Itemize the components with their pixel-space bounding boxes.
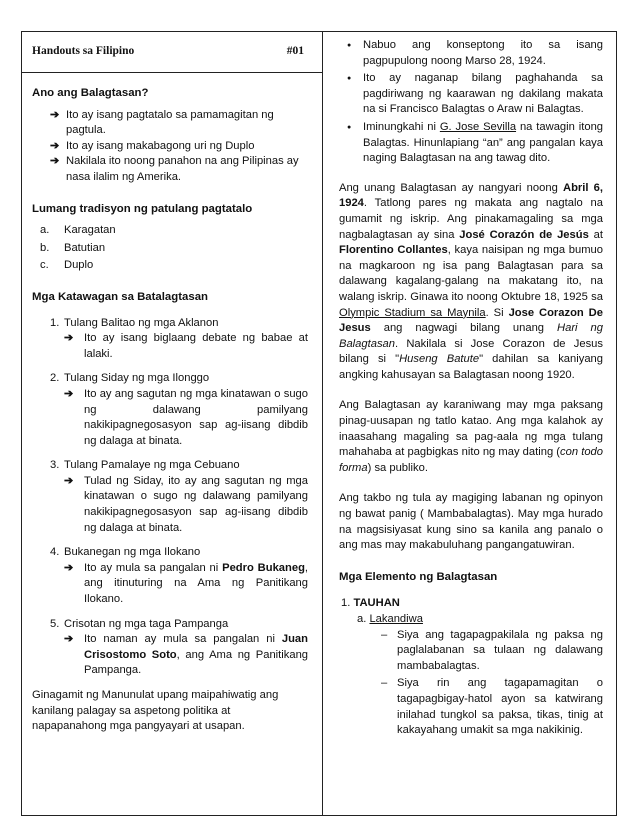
katawagan-list bbox=[32, 316, 308, 679]
list-item bbox=[339, 71, 603, 118]
list-item bbox=[32, 617, 308, 679]
text-run: ) sa publiko. bbox=[367, 461, 428, 474]
list-item bbox=[32, 458, 308, 536]
list-marker: b. bbox=[40, 241, 50, 254]
list-item bbox=[339, 38, 603, 69]
sub-item bbox=[32, 632, 308, 679]
list-item-title: Crisotan ng mga taga Pampanga bbox=[64, 617, 229, 630]
italic-phrase: con todo forma bbox=[339, 446, 604, 474]
sub-list bbox=[32, 561, 308, 608]
lakandiwa-list bbox=[339, 628, 603, 739]
list-item-text: Ito ay isang makabagong uri ng Duplo bbox=[66, 139, 255, 152]
list-item bbox=[32, 371, 308, 449]
person-name: Pedro Bukaneg bbox=[222, 561, 305, 574]
list-marker: c. bbox=[40, 259, 49, 272]
section-heading-lumang: Lumang tradisyon ng patulang pagtatalo bbox=[32, 202, 253, 215]
title-text: Huseng Batute bbox=[399, 353, 480, 366]
dash-icon: – bbox=[381, 628, 388, 641]
bullet-text: Nabuo ang konseptong ito sa isang pagpupulong noong Marso 28, 1924. bbox=[363, 39, 603, 67]
sub-item bbox=[32, 331, 308, 362]
section-heading-katawagan: Mga Katawagan sa Batalagtasan bbox=[32, 290, 208, 303]
list-item-title: Bukanegan ng mga Ilokano bbox=[64, 546, 201, 559]
sub-item-text-pre: Ito naman ay mula sa pangalan ni bbox=[84, 633, 282, 646]
bullet-icon: ● bbox=[347, 123, 352, 131]
list-item-title: Tulang Pamalaye ng mga Cebuano bbox=[64, 459, 240, 472]
text-run: " dahilan sa kaniyang angking kahusayan sa Balagtasan noong 1920. bbox=[339, 353, 603, 381]
arrow-icon: ➔ bbox=[64, 561, 74, 574]
handout-title: Handouts sa Filipino bbox=[32, 44, 135, 57]
text-run: . Tatlong pares ng makata ang nagtalo na gumamit ng iskrip. Ang pinakamagaling sa mga nagbalagtasan ay sina bbox=[339, 197, 603, 241]
list-marker: 1. bbox=[341, 597, 351, 610]
person-name: Juan Crisostomo Soto bbox=[84, 633, 308, 661]
list-item-text: Duplo bbox=[64, 259, 94, 272]
handout-number: #01 bbox=[286, 44, 304, 57]
tradition-list bbox=[32, 223, 308, 274]
element-subitem bbox=[339, 612, 603, 628]
ano-list bbox=[32, 108, 308, 186]
sub-item-text-post: , ang itinuturing na Ama ng Panitikang Ilokano. bbox=[84, 561, 309, 606]
handout-header bbox=[22, 31, 322, 73]
sub-list bbox=[32, 474, 308, 536]
title-text: Hari ng Balagtasan bbox=[339, 322, 603, 350]
list-item-text: Ito ay isang pagtatalo sa pamamagitan ng pagtula. bbox=[66, 108, 274, 137]
list-item bbox=[32, 223, 308, 239]
arrow-icon: ➔ bbox=[64, 633, 74, 646]
history-paragraph bbox=[339, 181, 603, 384]
list-item bbox=[32, 139, 308, 155]
left-column bbox=[22, 31, 322, 735]
sub-item bbox=[32, 474, 308, 536]
arrow-icon: ➔ bbox=[64, 387, 74, 400]
list-item-text: Karagatan bbox=[64, 224, 116, 237]
list-item bbox=[32, 241, 308, 257]
closing-paragraph: Ginagamit ng Manunulat upang maipahiwatig ang kanilang palagay sa aspetong politika at napapanahong mga pangyayari at usapan. bbox=[32, 689, 279, 733]
section-heading-ano: Ano ang Balagtasan? bbox=[32, 87, 149, 99]
list-item bbox=[339, 676, 603, 738]
list-marker: 4. bbox=[50, 546, 60, 559]
bullet-text-pre: Iminungkahi ni bbox=[363, 120, 440, 133]
arrow-icon: ➔ bbox=[50, 155, 60, 168]
list-item bbox=[32, 154, 308, 185]
text-run: ang nagwagi bilang unang bbox=[370, 322, 558, 335]
sub-item-text-post: , ang Ama ng Panitikang Pampanga. bbox=[84, 648, 309, 677]
list-marker: a. bbox=[357, 613, 367, 625]
text-run: Ang Balagtasan ay karaniwang may mga paksang pinag-uusapan ng tatlo katao. Ang mga kalahok ay inaasahang magaling sa pag-aala ng mga tulang mahahaba at pagbigkas nito ng may dating ( bbox=[339, 399, 603, 459]
sub-item-text: Tulad ng Siday, ito ay ang sagutan ng mga kinatawan o sugo ng dalawang pamilyang nakikipagnegosasyon sap ag-iisang dibdib ng dalaga at binata. bbox=[84, 474, 308, 534]
list-item-title: Tulang Siday ng mga Ilonggo bbox=[64, 372, 210, 385]
element-label: TAUHAN bbox=[353, 597, 400, 610]
list-item-text: Siya ang tagapagpakilala ng paksa ng paglalabanan sa tulaan ng dalawang mambabalagtas. bbox=[397, 628, 603, 672]
person-name: Jose Corazon De Jesus bbox=[339, 306, 603, 335]
list-marker: 5. bbox=[50, 617, 60, 630]
description-paragraph bbox=[339, 398, 603, 476]
right-column bbox=[323, 31, 617, 741]
arrow-icon: ➔ bbox=[64, 332, 74, 345]
date-text: Abril 6, 1924 bbox=[339, 181, 603, 210]
arrow-icon: ➔ bbox=[64, 474, 74, 487]
list-item-title: Tulang Balitao ng mga Aklanon bbox=[64, 316, 219, 329]
element-sublabel: Lakandiwa bbox=[369, 613, 423, 625]
list-item-text: Batutian bbox=[64, 241, 106, 254]
dash-icon: – bbox=[381, 677, 388, 690]
person-name: G. Jose Sevilla bbox=[439, 120, 517, 133]
arrow-icon: ➔ bbox=[50, 139, 60, 152]
bullet-text: Ito ay naganap bilang paghahanda sa pagdiriwang ng kaarawan ng dakilang makata na si Francisco Balagtas o Araw ni Balagtas. bbox=[363, 72, 603, 116]
list-item bbox=[32, 258, 308, 274]
debate-paragraph: Ang takbo ng tula ay magiging labanan ng opinyon ng bawat panig ( Mambabalagtas). May mga hurado na magsisiyasat kung sino sa kanila ang panalo o ang mas may makabuluhang pangangatuwiran. bbox=[339, 492, 603, 552]
bullet-icon: ● bbox=[347, 42, 352, 49]
element-item bbox=[339, 596, 603, 612]
list-marker: 2. bbox=[50, 372, 60, 385]
person-name: José Corazón de Jesús bbox=[459, 228, 589, 241]
list-marker: 3. bbox=[50, 459, 60, 472]
sub-item-text-pre: Ito ay mula sa pangalan ni bbox=[84, 561, 223, 574]
arrow-icon: ➔ bbox=[50, 108, 60, 121]
sub-list bbox=[32, 387, 308, 449]
text-run: at bbox=[588, 228, 603, 241]
bullet-text-post: na tawagin itong Balagtas. Hinunlapiang “an” ang pangalan kaya naging Balagtasan na ang tawag dito. bbox=[363, 120, 604, 165]
text-run: . Nakilala si Jose Corazon de Jesus bilang si " bbox=[339, 337, 603, 366]
list-item bbox=[32, 545, 308, 607]
list-item bbox=[32, 108, 308, 139]
sub-item-text: Ito ay ang sagutan ng mga kinatawan o sugo ng dalawang pamilyang nakikipagnegosasyon sap ag-iisang dibdib ng dalaga at binata. bbox=[84, 387, 308, 447]
sub-list bbox=[32, 632, 308, 679]
list-item bbox=[339, 120, 603, 167]
list-item bbox=[32, 316, 308, 363]
text-run: , kaya naisipan ng mga bumuo na magkaroon ng isa pang Balagtasan para sa dalawang kagalang-galang na makatang ito, na walang iskrip. Ginawa ito noong Oktubre 18, 1925 sa bbox=[339, 244, 603, 303]
list-item bbox=[339, 628, 603, 675]
sub-list bbox=[32, 331, 308, 362]
list-item-text: Nakilala ito noong panahon na ang Pilipinas ay nasa ilalim ng Amerika. bbox=[66, 155, 299, 183]
list-marker: a. bbox=[40, 224, 50, 237]
origin-bullets bbox=[339, 38, 603, 167]
section-heading-elemento: Mga Elemento ng Balagtasan bbox=[339, 570, 498, 583]
person-name: Florentino Collantes bbox=[339, 244, 448, 257]
sub-item bbox=[32, 561, 308, 608]
place-name: Olympic Stadium sa Maynila bbox=[339, 306, 486, 319]
sub-item bbox=[32, 387, 308, 449]
text-run: Ang unang Balagtasan ay nangyari noong bbox=[339, 181, 563, 194]
list-marker: 1. bbox=[50, 316, 60, 329]
text-run: . Si bbox=[485, 306, 509, 319]
bullet-icon: ● bbox=[347, 75, 352, 83]
sub-item-text: Ito ay isang biglaang debate ng babae at lalaki. bbox=[84, 332, 308, 360]
list-item-text: Siya rin ang tagapamagitan o tagapagbigay-hatol ayon sa katwirang inilahad tungkol sa paksa, tikas, tinig at kakayahang umakit sa mga nakikinig. bbox=[397, 677, 603, 737]
